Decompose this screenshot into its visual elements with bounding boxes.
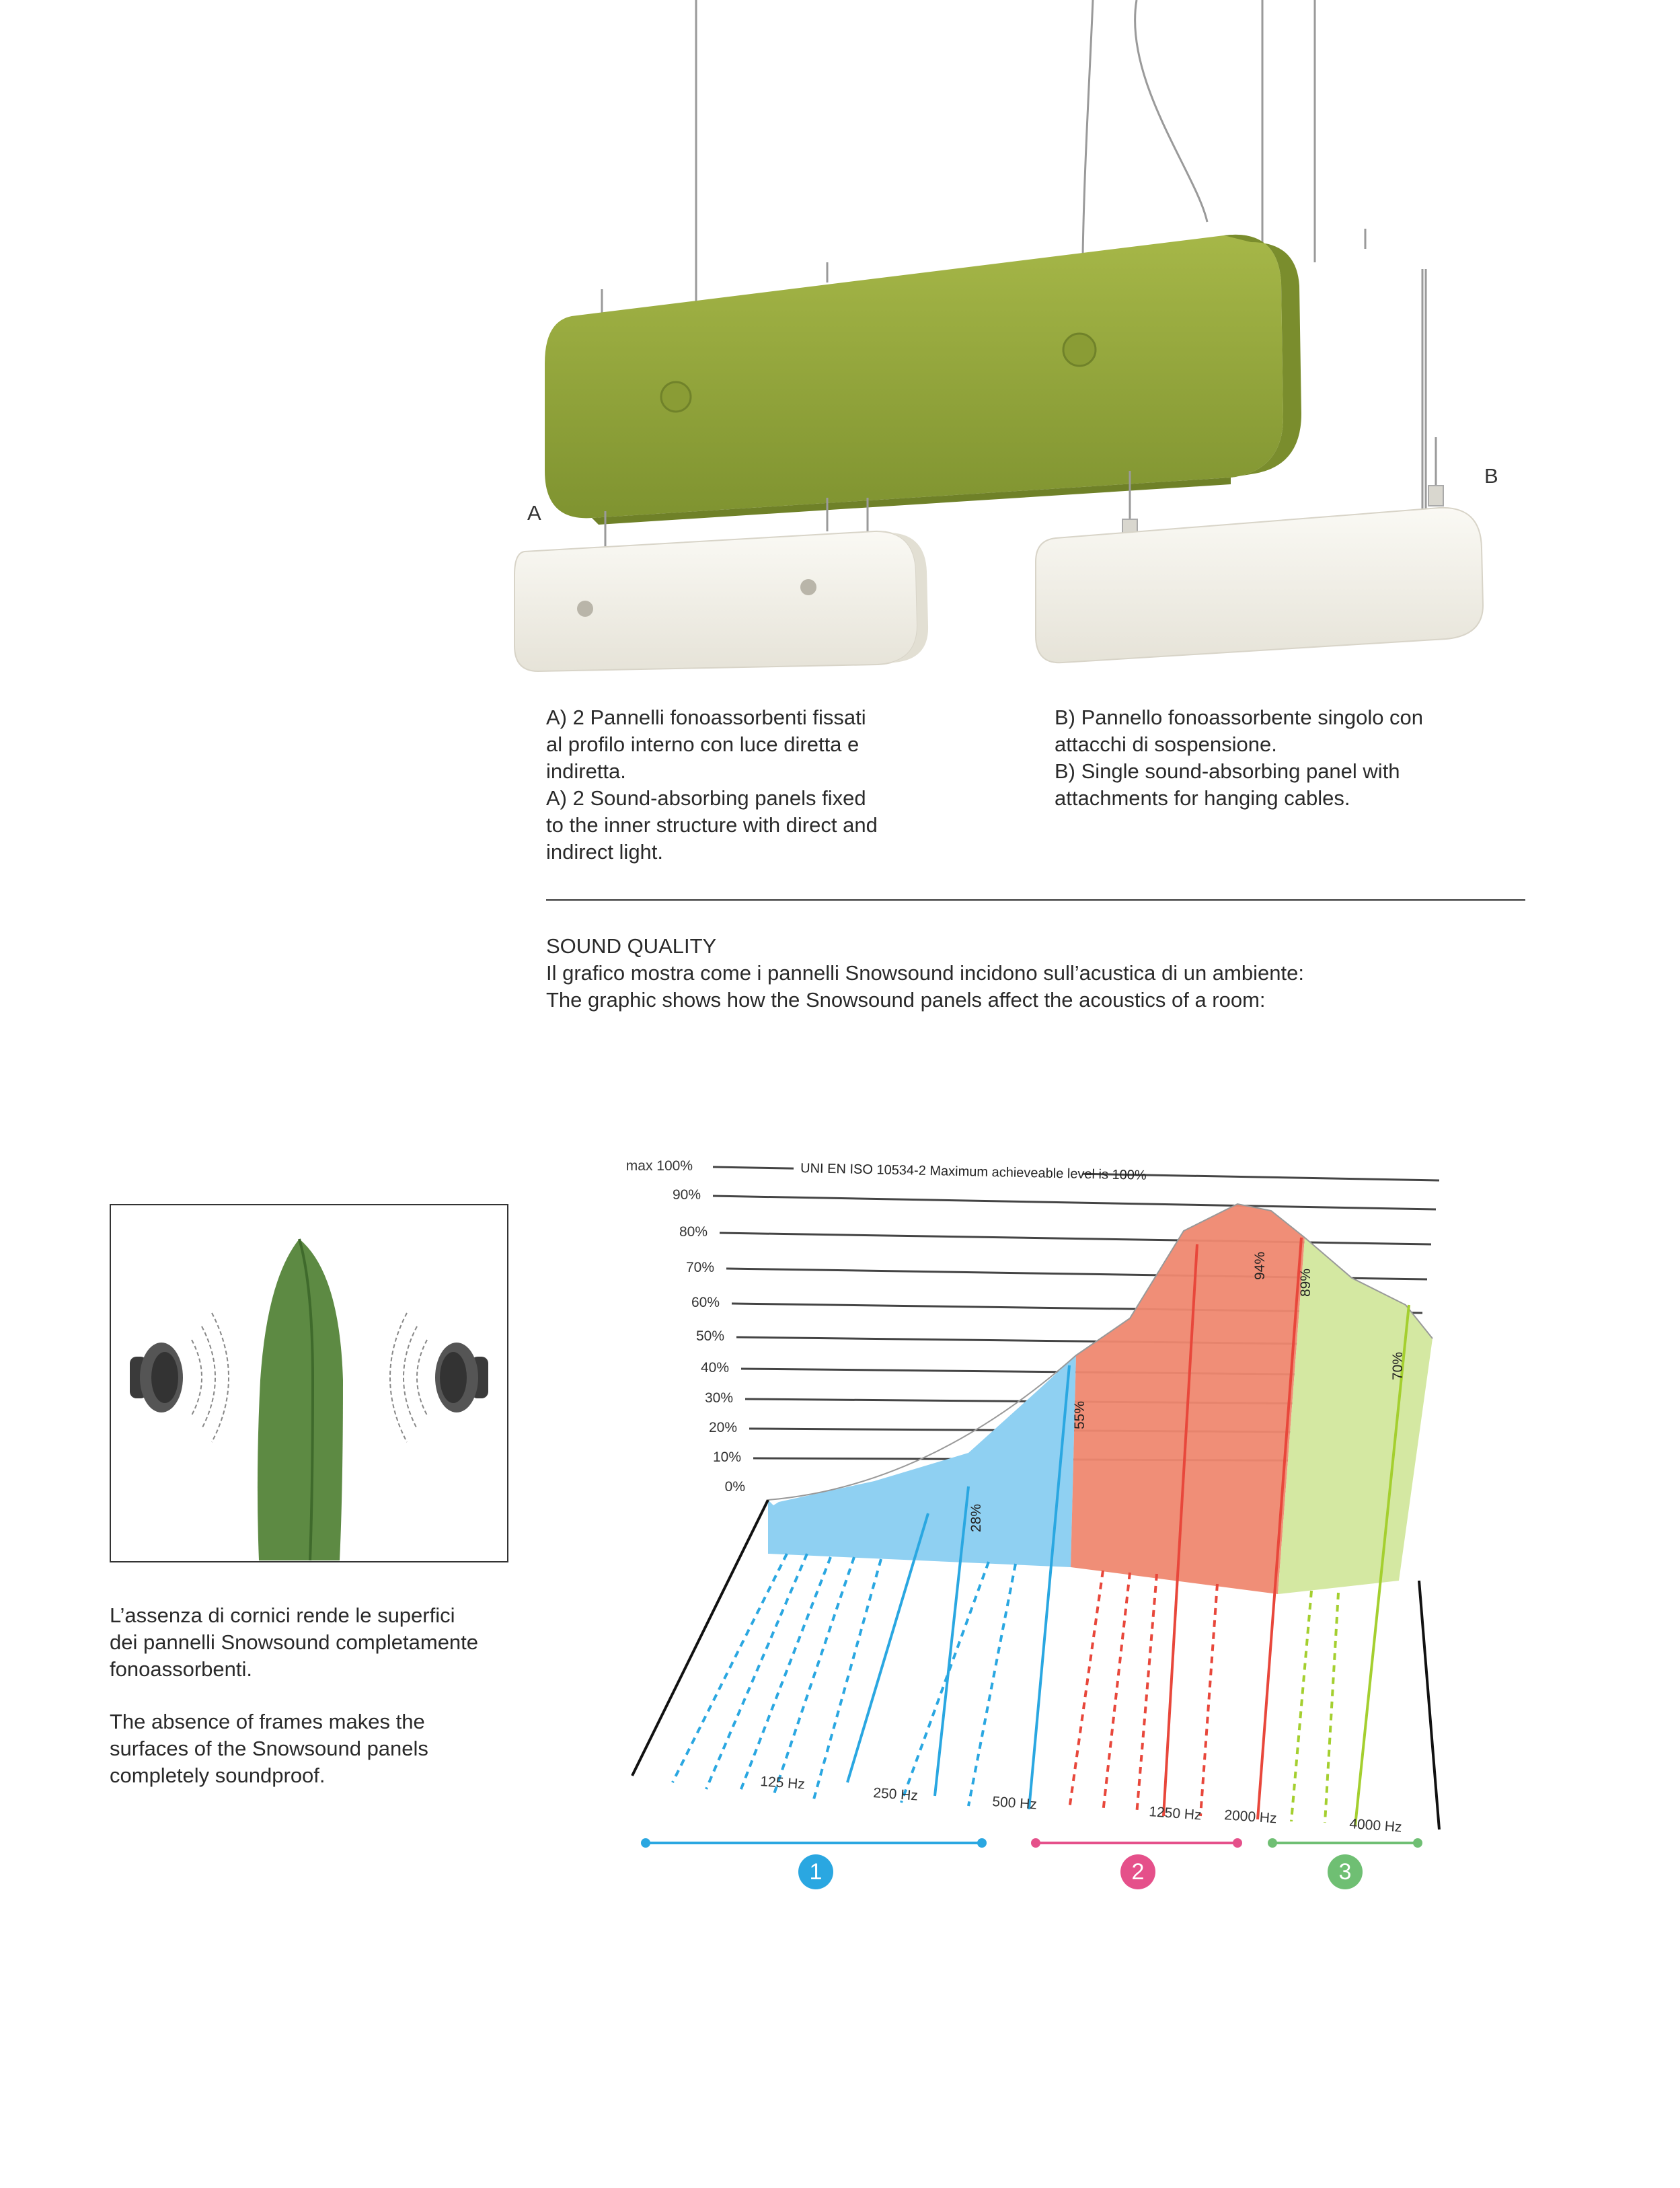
chart-annotation: UNI EN ISO 10534-2 Maximum achieveable level is 100% xyxy=(800,1161,1147,1183)
caption-b: B) Pannello fonoassorbente singolo con attacchi di sospensione. B) Single sound-absorbing panel with attachments for hanging cables. xyxy=(1055,706,1424,810)
section-divider xyxy=(546,899,1525,901)
x-tick-label: 1250 Hz xyxy=(1148,1804,1202,1823)
x-tick-label: 4000 Hz xyxy=(1348,1816,1403,1836)
y-tick-labels xyxy=(626,1158,745,1495)
y-tick-label: 10% xyxy=(712,1449,741,1465)
zone-badge-label: 1 xyxy=(809,1859,823,1885)
x-tick-label: 500 Hz xyxy=(991,1794,1038,1813)
y-tick-label: 40% xyxy=(700,1360,729,1375)
y-tick-label: 90% xyxy=(672,1187,701,1203)
product-illustration xyxy=(498,0,1587,686)
label-b: B xyxy=(1484,464,1498,488)
x-tick-label: 125 Hz xyxy=(759,1774,806,1793)
leaf-panel xyxy=(258,1239,343,1560)
x-tick-label: 250 Hz xyxy=(872,1785,919,1804)
light-hole xyxy=(800,579,816,595)
sound-waves-left-icon xyxy=(192,1313,229,1442)
green-panel xyxy=(545,235,1301,525)
value-label: 94% xyxy=(1252,1251,1268,1280)
y-tick-label: 0% xyxy=(724,1479,745,1495)
section-line-it: Il grafico mostra come i pannelli Snowsound incidono sull’acustica di un ambiente: xyxy=(546,961,1304,985)
y-tick-label: 60% xyxy=(691,1295,720,1310)
max-label: max 100% xyxy=(625,1158,693,1174)
side-text-it: L’assenza di cornici rende le superfici dei pannelli Snowsound completamente fonoassorbenti. xyxy=(110,1604,479,1681)
y-tick-label: 80% xyxy=(679,1224,708,1240)
section-line-en: The graphic shows how the Snowsound panels affect the acoustics of a room: xyxy=(546,988,1266,1012)
leaf-illustration-frame xyxy=(110,1204,508,1562)
leaf-illustration xyxy=(111,1205,507,1561)
y-tick-label: 50% xyxy=(695,1328,724,1344)
light-hole xyxy=(1063,334,1096,366)
hanging-attachment xyxy=(1428,486,1443,506)
speaker-left-icon xyxy=(130,1343,183,1412)
sound-absorption-chart xyxy=(592,1137,1466,1944)
zone-ranges xyxy=(641,1838,1422,1848)
value-label: 70% xyxy=(1390,1351,1406,1380)
light-hole xyxy=(661,382,691,412)
sound-waves-right-icon xyxy=(390,1313,427,1442)
label-a: A xyxy=(527,501,541,525)
white-panel-a xyxy=(514,498,928,671)
zone-badges xyxy=(798,1854,1363,1889)
section-title: SOUND QUALITY xyxy=(546,934,717,958)
light-hole xyxy=(577,601,593,617)
zone-badge-label: 2 xyxy=(1131,1859,1145,1885)
side-text-en: The absence of frames makes the surfaces of the Snowsound panels completely soundproof. xyxy=(110,1710,428,1787)
value-label: 28% xyxy=(968,1503,984,1532)
y-tick-label: 20% xyxy=(708,1420,737,1435)
x-tick-label: 2000 Hz xyxy=(1223,1807,1278,1827)
y-tick-label: 70% xyxy=(685,1260,714,1275)
zone-badge-label: 3 xyxy=(1338,1859,1352,1885)
value-label: 55% xyxy=(1072,1400,1087,1429)
y-tick-label: 30% xyxy=(704,1390,733,1406)
value-label: 89% xyxy=(1298,1268,1313,1297)
speaker-right-icon xyxy=(435,1343,488,1412)
caption-a: A) 2 Pannelli fonoassorbenti fissati al profilo interno con luce diretta e indiretta. A) 2 Sound-absorbing panels fixed to the inner structure with direct and indirect light. xyxy=(546,706,878,864)
